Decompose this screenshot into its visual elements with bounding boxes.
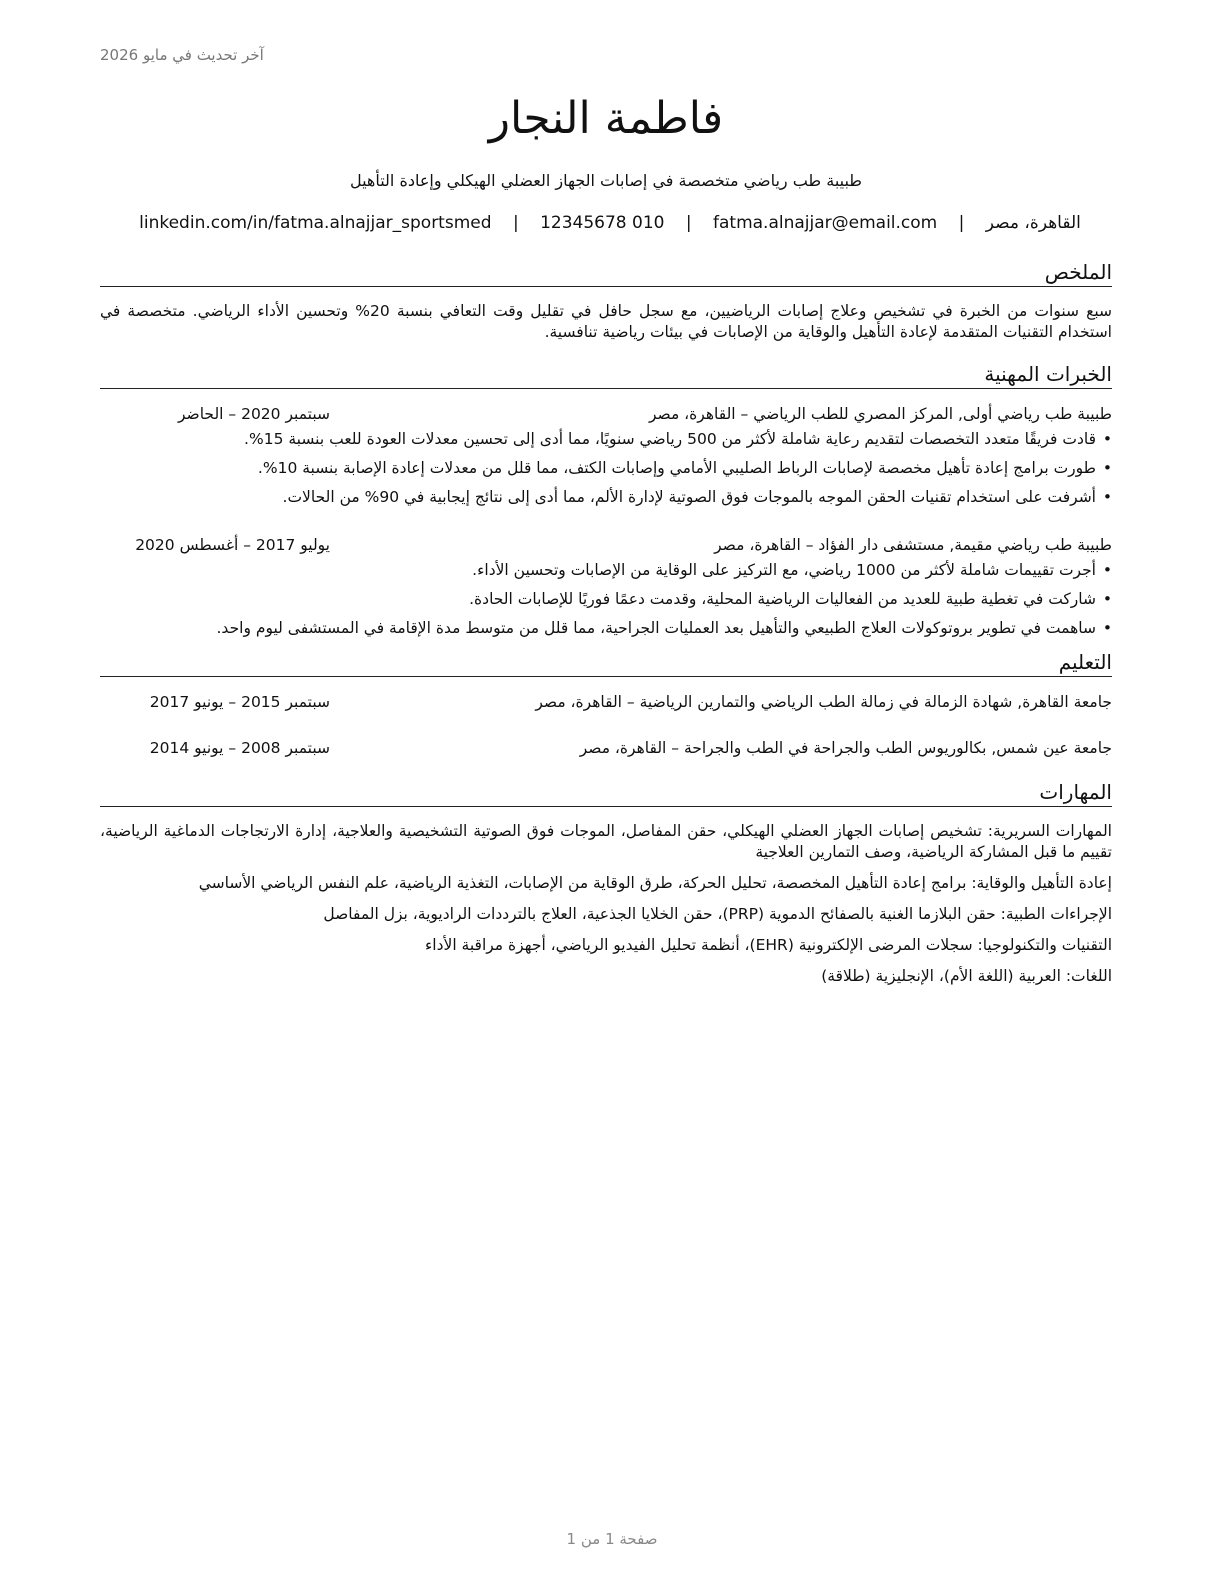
skill-line: الإجراءات الطبية: حقن البلازما الغنية بالصفائح الدموية (PRP)، حقن الخلايا الجذعية، العلاج بالترددات الراديوية، بزل المفاصل — [323, 905, 1112, 923]
skill-line: اللغات: العربية (اللغة الأم)، الإنجليزية (طلاقة) — [821, 967, 1112, 985]
page-number: صفحة 1 من 1 — [566, 1530, 658, 1548]
summary-section — [100, 259, 1112, 343]
contact-line — [100, 211, 1112, 235]
contact-email[interactable]: fatma.alnajjar@email.com — [713, 213, 938, 233]
contact-separator: | — [958, 213, 965, 233]
skill-line: إعادة التأهيل والوقاية: برامج إعادة التأهيل المخصصة، تحليل الحركة، طرق الوقاية من الإصابات، التغذية الرياضية، علم النفس الرياضي الأساسي — [198, 874, 1112, 892]
skills-heading: المهارات — [100, 779, 1112, 807]
contact-location: القاهرة، مصر — [985, 213, 1081, 233]
summary-heading: الملخص — [100, 259, 1112, 287]
skill-line: المهارات السريرية: تشخيص إصابات الجهاز العضلي الهيكلي، حقن المفاصل، الموجات فوق الصوتية التشخيصية والعلاجية، إدارة الارتجاجات الدماغية الرياضية، تقييم ما قبل المشاركة الرياضية، وصف التمارين العلاجية — [100, 822, 1112, 861]
experience-section — [100, 361, 1112, 639]
job-title: طبيبة طب رياضي مقيمة, مستشفى دار الفؤاد – القاهرة، مصر — [714, 536, 1112, 554]
job-bullets — [100, 429, 1112, 508]
education-title: جامعة عين شمس, بكالوريوس الطب والجراحة في الطب والجراحة – القاهرة، مصر — [579, 739, 1112, 757]
job-header — [100, 403, 1112, 425]
contact-separator: | — [512, 213, 519, 233]
experience-heading: الخبرات المهنية — [100, 361, 1112, 389]
education-entry — [100, 737, 1112, 759]
summary-text: سبع سنوات من الخبرة في تشخيص وعلاج إصابات الرياضيين، مع سجل حافل في تقليل وقت التعافي بنسبة 20% وتحسين الأداء الرياضي. متخصصة في استخدام التقنيات المتقدمة لإعادة التأهيل والوقاية من الإصابات في بيئات رياضية تنافسية. — [100, 302, 1112, 341]
education-section — [100, 649, 1112, 759]
job-entry — [100, 534, 1112, 639]
education-heading: التعليم — [100, 649, 1112, 677]
candidate-subtitle: طبيبة طب رياضي متخصصة في إصابات الجهاز العضلي الهيكلي وإعادة التأهيل — [349, 171, 863, 190]
job-entry — [100, 403, 1112, 508]
candidate-name: فاطمة النجار — [488, 93, 724, 144]
education-date: سبتمبر 2008 – يونيو 2014 — [149, 739, 330, 757]
skills-section — [100, 779, 1112, 987]
education-title: جامعة القاهرة, شهادة الزمالة في زمالة الطب الرياضي والتمارين الرياضية – القاهرة، مصر — [535, 693, 1112, 711]
job-bullet: • قادت فريقًا متعدد التخصصات لتقديم رعاية شاملة لأكثر من 500 رياضي سنويًا، مما أدى إلى تحسين معدلات العودة للعب بنسبة 15%. — [100, 429, 1112, 450]
job-title: طبيبة طب رياضي أولى, المركز المصري للطب الرياضي – القاهرة، مصر — [648, 405, 1112, 423]
last-updated-note: آخر تحديث في مايو 2026 — [100, 46, 264, 64]
resume-content — [100, 88, 1112, 997]
job-header — [100, 534, 1112, 556]
contact-phone: 010 12345678 — [540, 213, 665, 233]
job-date: يوليو 2017 – أغسطس 2020 — [135, 536, 330, 554]
skill-line: التقنيات والتكنولوجيا: سجلات المرضى الإلكترونية (EHR)، أنظمة تحليل الفيديو الرياضي، أجهزة مراقبة الأداء — [424, 936, 1112, 954]
job-bullet: • أشرفت على استخدام تقنيات الحقن الموجه بالموجات فوق الصوتية لإدارة الألم، مما أدى إلى نتائج إيجابية في 90% من الحالات. — [100, 487, 1112, 508]
education-date: سبتمبر 2015 – يونيو 2017 — [149, 693, 330, 711]
job-bullet: • أجرت تقييمات شاملة لأكثر من 1000 رياضي، مع التركيز على الوقاية من الإصابات وتحسين الأداء. — [100, 560, 1112, 581]
contact-linkedin[interactable]: linkedin.com/in/fatma.alnajjar_sportsmed — [139, 213, 492, 233]
job-date: سبتمبر 2020 – الحاضر — [178, 405, 330, 423]
education-entry — [100, 691, 1112, 713]
contact-separator: | — [685, 213, 692, 233]
job-bullets — [100, 560, 1112, 639]
job-bullet: • ساهمت في تطوير بروتوكولات العلاج الطبيعي والتأهيل بعد العمليات الجراحية، مما قلل من متوسط مدة الإقامة في المستشفى ليوم واحد. — [100, 618, 1112, 639]
job-bullet: • شاركت في تغطية طبية للعديد من الفعاليات الرياضية المحلية، وقدمت دعمًا فوريًا للإصابات الحادة. — [100, 589, 1112, 610]
job-bullet: • طورت برامج إعادة تأهيل مخصصة لإصابات الرباط الصليبي الأمامي وإصابات الكتف، مما قلل من معدلات إعادة الإصابة بنسبة 10%. — [100, 458, 1112, 479]
